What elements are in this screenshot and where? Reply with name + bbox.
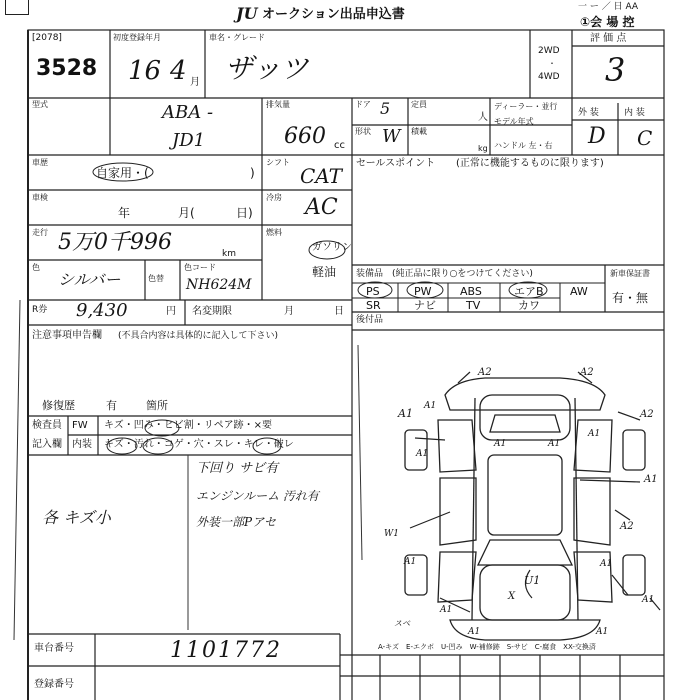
shape-value: W xyxy=(382,126,401,147)
damage-mark: A1 xyxy=(588,429,601,439)
equip-pw: PW xyxy=(414,285,432,298)
damage-mark: A1 xyxy=(644,474,658,485)
warranty-label: 新車保証書 xyxy=(610,269,650,278)
damage-mark: A2 xyxy=(620,521,634,532)
capacity-unit: 人 xyxy=(478,112,488,123)
repair-count: 箇所 xyxy=(146,399,168,412)
equip-tv: TV xyxy=(466,299,481,312)
model-label: 型式 xyxy=(32,100,48,109)
registration-month-unit: 月 xyxy=(190,77,200,88)
color-code-label: 色コード xyxy=(184,263,216,272)
doors-value: 5 xyxy=(380,99,391,118)
color-value: シルバー xyxy=(58,270,121,289)
fuel-value2: 軽油 xyxy=(312,265,337,279)
damage-mark: A2 xyxy=(580,367,594,378)
aircon-value: AC xyxy=(305,195,338,220)
equip-sr: SR xyxy=(366,299,381,312)
load-unit: kg xyxy=(478,144,488,153)
mileage-unit: km xyxy=(222,249,236,259)
interior-value: C xyxy=(637,126,653,150)
shift-value: CAT xyxy=(300,164,342,188)
dealer-label: ディーラー・並行 xyxy=(494,102,558,111)
fuel-label: 燃料 xyxy=(266,228,282,237)
inspector-note1: 下回り サビ有 xyxy=(196,461,279,476)
chassis-value: 1101772 xyxy=(170,638,282,663)
registration-label: 初度登録年月 xyxy=(113,33,161,42)
notes-sub: (不具合内容は具体的に記入して下さい) xyxy=(118,331,279,341)
damage-mark: A1 xyxy=(416,449,429,459)
equip-abs: ABS xyxy=(460,285,482,298)
usage-label: 車歴 xyxy=(32,158,48,167)
equip-leather: カワ xyxy=(518,299,540,312)
equip-airbag: エアB xyxy=(514,285,544,298)
inspector-label1: 検査員 xyxy=(32,420,62,431)
damage-mark: A1 xyxy=(600,559,613,569)
recycle-value: 9,430 xyxy=(76,300,128,321)
car-name-label: 車名・グレード xyxy=(209,33,265,42)
recycle-unit: 円 xyxy=(166,306,176,317)
aircon-label: 冷房 xyxy=(266,193,282,202)
inspector-note3: 外装一部Pアセ xyxy=(196,515,276,529)
damage-mark: U1 xyxy=(524,574,541,587)
score-label: 評 価 点 xyxy=(590,33,627,44)
inspection-year-unit: 年 xyxy=(118,206,131,220)
model-line2: JD1 xyxy=(172,130,206,151)
interior-label: 内 装 xyxy=(624,108,645,118)
sales-point-sub: (正常に機能するものに限ります) xyxy=(456,158,604,169)
score-value: 3 xyxy=(605,51,626,89)
registration-month: 4 xyxy=(170,56,187,86)
notes-label: 注意事項申告欄 xyxy=(32,330,102,341)
capacity-label: 定員 xyxy=(411,100,427,109)
damage-mark: A1 xyxy=(548,439,561,449)
damage-mark: A1 xyxy=(468,627,481,637)
damage-mark: A2 xyxy=(478,367,492,378)
equip-ps: PS xyxy=(366,285,380,298)
load-label: 積載 xyxy=(411,127,427,136)
displacement-unit: cc xyxy=(334,140,345,151)
inspector-note4: 各 キズ小 xyxy=(42,508,111,527)
usage-value: 自家用・( xyxy=(96,166,149,180)
drive-4wd: 4WD xyxy=(538,72,560,82)
repair-value: 有 xyxy=(106,399,117,412)
ju-logo: JU xyxy=(236,4,258,23)
color-label: 色 xyxy=(32,263,40,272)
equipment-sub: (純正品に限り○をつけてください) xyxy=(392,269,533,279)
shift-label: シフト xyxy=(266,158,290,167)
recycle-label: R券 xyxy=(32,305,48,315)
car-name-value: ザッツ xyxy=(225,52,309,85)
lot-number: 3528 xyxy=(36,56,98,81)
usage-close: ) xyxy=(250,166,255,180)
name-change-month: 月 xyxy=(284,306,294,317)
damage-mark: A1 xyxy=(494,439,507,449)
damage-mark: A1 xyxy=(424,401,437,411)
name-change-day: 日 xyxy=(334,306,344,317)
displacement-label: 排気量 xyxy=(266,100,290,109)
damage-mark: X xyxy=(508,591,516,602)
repair-label: 修復歴 xyxy=(42,399,75,412)
drive-dot: ・ xyxy=(548,59,556,68)
damage-mark: A1 xyxy=(642,595,655,605)
fuel-value1: ガソリン xyxy=(312,242,352,253)
warranty-value: 有・無 xyxy=(612,291,649,305)
car-diagram xyxy=(405,378,645,640)
corner-box xyxy=(5,0,29,15)
damage-mark: A1 xyxy=(404,557,417,567)
equip-navi: ナビ xyxy=(414,299,436,312)
damage-mark: W1 xyxy=(384,529,399,539)
damage-mark: A2 xyxy=(640,409,654,420)
inspection-label: 車検 xyxy=(32,193,48,202)
interior-insp-items: キズ・汚れ・コゲ・穴・スレ・キレ・破レ xyxy=(104,439,294,450)
inspector-label2: 記入欄 xyxy=(32,439,62,450)
shape-label: 形状 xyxy=(355,127,371,136)
damage-mark: A1 xyxy=(596,627,609,637)
damage-mark: A1 xyxy=(398,407,413,420)
doors-label: ドア xyxy=(355,100,371,109)
fw-label: FW xyxy=(72,420,88,431)
chassis-label: 車台番号 xyxy=(34,643,74,654)
model-line1: ABA - xyxy=(162,102,214,123)
equipment-label: 装備品 xyxy=(356,269,384,279)
color-change-label: 色替 xyxy=(148,274,164,283)
mileage-value: 5万0千996 xyxy=(58,230,172,255)
post-fit-label: 後付品 xyxy=(356,315,384,325)
equip-aw: AW xyxy=(570,285,588,298)
name-change-label: 名変期限 xyxy=(192,306,232,317)
model-year-label: モデル年式 xyxy=(494,117,534,126)
displacement-value: 660 xyxy=(284,124,326,149)
color-code-value: NH624M xyxy=(186,277,252,293)
fw-items: キズ・凹み・ヒビ割・リペア跡・×要 xyxy=(104,420,272,431)
inspector-note2: エンジンルーム 汚れ有 xyxy=(196,489,319,503)
exterior-label: 外 装 xyxy=(578,108,599,118)
form-title: オークション出品申込書 xyxy=(262,7,405,22)
interior-insp-label: 内装 xyxy=(72,439,92,450)
mileage-label: 走行 xyxy=(32,228,48,237)
sales-point-label: セールスポイント xyxy=(356,158,436,169)
registration-year: 16 xyxy=(128,56,162,86)
top-right-line: 一 ー ／ 日 AA xyxy=(578,2,639,12)
inspection-month-unit: 月( xyxy=(178,206,195,220)
inspection-day-unit: 日) xyxy=(236,206,253,220)
damage-mark: A1 xyxy=(440,605,453,615)
damage-legend: A-キズ E-エクボ U-凹み W-補修跡 S-サビ C-腐食 XX-交換済 xyxy=(378,643,596,651)
exterior-value: D xyxy=(588,124,606,149)
form-code: [2078] xyxy=(32,33,62,43)
venue-label: ①会 場 控 xyxy=(580,15,635,29)
drive-2wd: 2WD xyxy=(538,46,560,56)
damage-mark: スベ xyxy=(394,619,410,628)
steering-label: ハンドル 左・右 xyxy=(494,141,553,150)
registration-no-label: 登録番号 xyxy=(34,679,74,690)
